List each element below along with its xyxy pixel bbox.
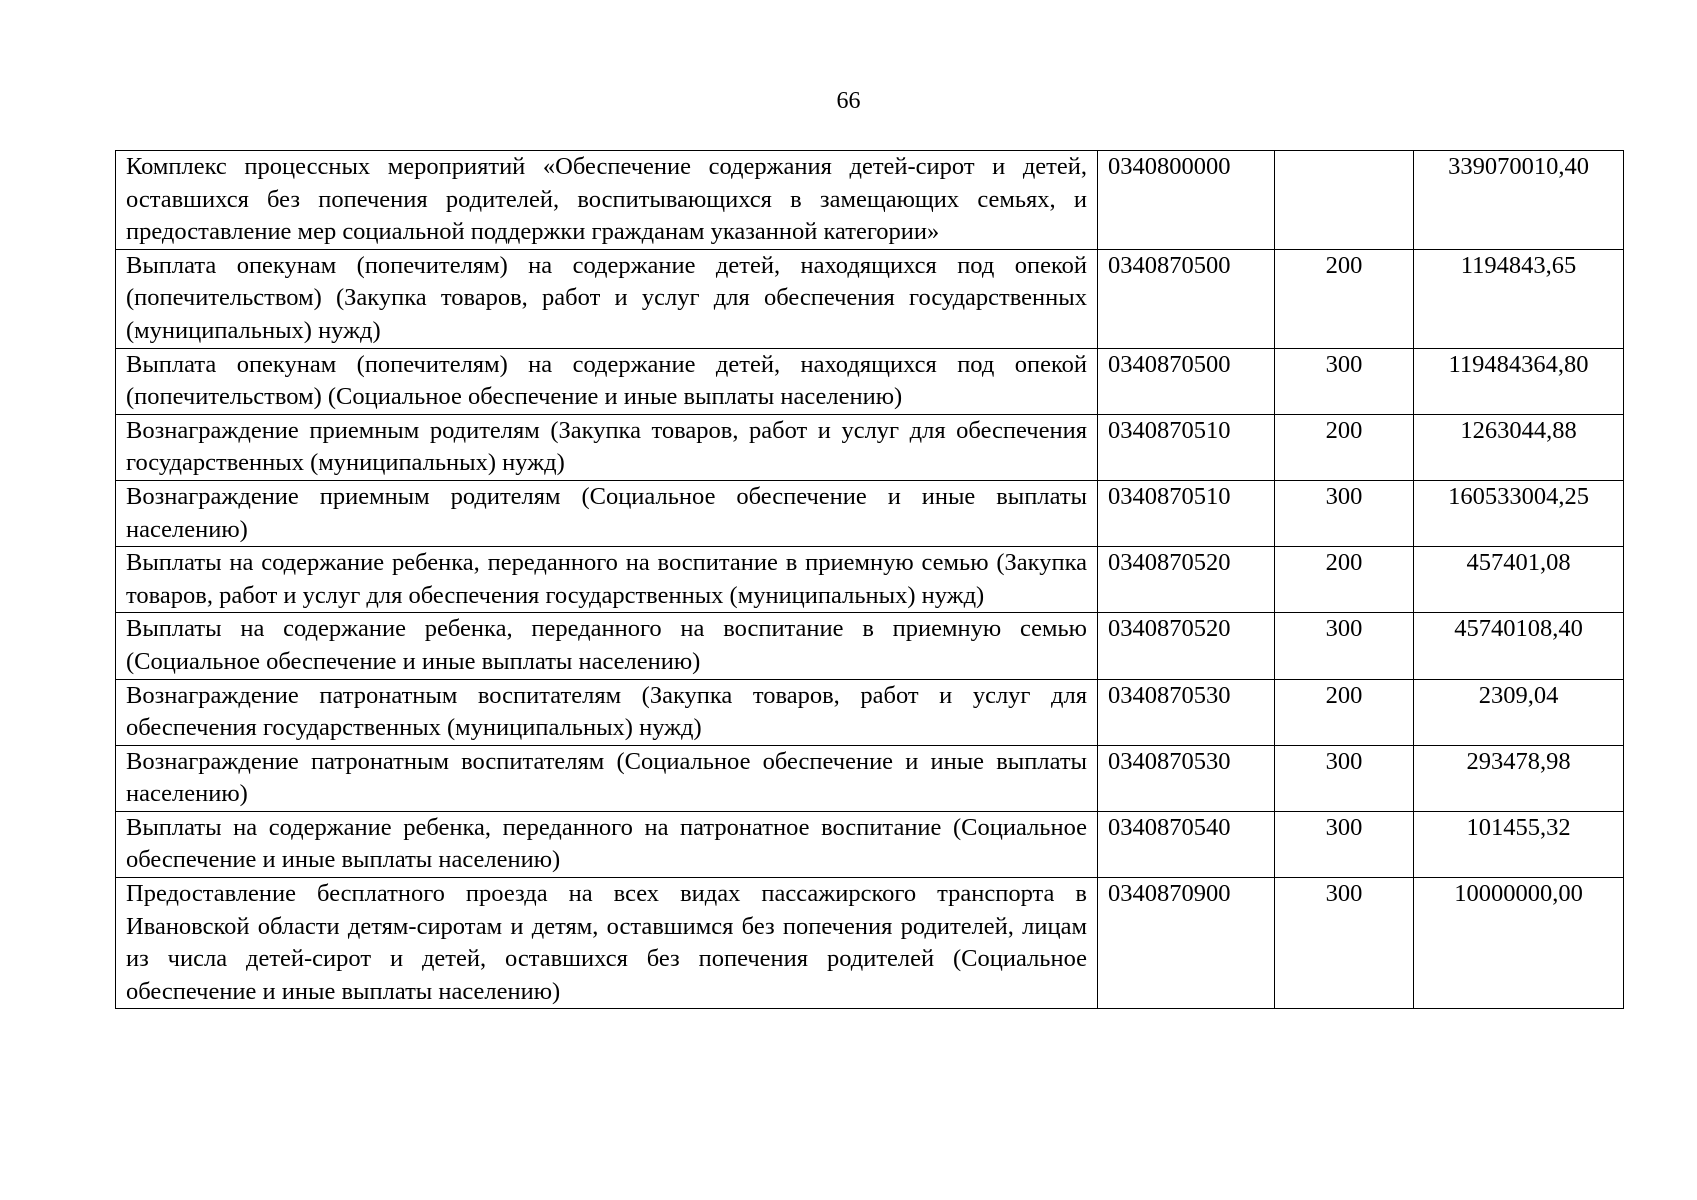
row-target-code: 0340870510 [1098,414,1275,480]
page-number: 66 [836,88,861,114]
row-amount: 160533004,25 [1414,480,1624,546]
row-description: Выплата опекунам (попечителям) на содержание детей, находящихся под опекой (попечительством) (Закупка товаров, работ и услуг для обеспечения государственных (муниципальных) нужд) [116,249,1098,348]
row-amount: 1194843,65 [1414,249,1624,348]
row-expense-type: 300 [1275,348,1414,414]
row-expense-type: 200 [1275,249,1414,348]
row-expense-type [1275,151,1414,250]
row-target-code: 0340870530 [1098,679,1275,745]
budget-table [115,150,1624,1009]
row-amount: 457401,08 [1414,547,1624,613]
row-amount: 119484364,80 [1414,348,1624,414]
row-description: Комплекс процессных мероприятий «Обеспечение содержания детей-сирот и детей, оставшихся без попечения родителей, воспитывающихся в замещающих семьях, и предоставление мер социальной поддержки гражданам указанной категории» [116,151,1098,250]
row-amount: 1263044,88 [1414,414,1624,480]
row-amount: 293478,98 [1414,745,1624,811]
row-description: Выплаты на содержание ребенка, переданного на воспитание в приемную семью (Закупка товаров, работ и услуг для обеспечения государственных (муниципальных) нужд) [116,547,1098,613]
budget-table-body [116,151,1624,1009]
row-target-code: 0340870510 [1098,480,1275,546]
row-expense-type: 200 [1275,679,1414,745]
row-expense-type: 300 [1275,878,1414,1009]
table-row [116,480,1624,546]
row-expense-type: 200 [1275,414,1414,480]
row-target-code: 0340870530 [1098,745,1275,811]
row-target-code: 0340870520 [1098,613,1275,679]
row-target-code: 0340870540 [1098,811,1275,877]
table-row [116,679,1624,745]
row-amount: 10000000,00 [1414,878,1624,1009]
table-row [116,878,1624,1009]
row-description: Выплата опекунам (попечителям) на содержание детей, находящихся под опекой (попечительством) (Социальное обеспечение и иные выплаты населению) [116,348,1098,414]
table-row [116,811,1624,877]
row-expense-type: 300 [1275,745,1414,811]
row-target-code: 0340870900 [1098,878,1275,1009]
row-description: Предоставление бесплатного проезда на всех видах пассажирского транспорта в Ивановской области детям-сиротам и детям, оставшимся без попечения родителей, лицам из числа детей-сирот и детей, оставшихся без попечения родителей (Социальное обеспечение и иные выплаты населению) [116,878,1098,1009]
row-amount: 2309,04 [1414,679,1624,745]
table-row [116,613,1624,679]
row-description: Выплаты на содержание ребенка, переданного на воспитание в приемную семью (Социальное обеспечение и иные выплаты населению) [116,613,1098,679]
row-target-code: 0340870500 [1098,348,1275,414]
row-target-code: 0340870520 [1098,547,1275,613]
row-amount: 339070010,40 [1414,151,1624,250]
table-row [116,745,1624,811]
row-description: Выплаты на содержание ребенка, переданного на патронатное воспитание (Социальное обеспечение и иные выплаты населению) [116,811,1098,877]
row-amount: 45740108,40 [1414,613,1624,679]
table-row [116,249,1624,348]
row-expense-type: 300 [1275,480,1414,546]
row-description: Вознаграждение приемным родителям (Социальное обеспечение и иные выплаты населению) [116,480,1098,546]
table-row [116,547,1624,613]
row-target-code: 0340870500 [1098,249,1275,348]
table-row [116,348,1624,414]
row-target-code: 0340800000 [1098,151,1275,250]
row-expense-type: 300 [1275,613,1414,679]
row-description: Вознаграждение приемным родителям (Закупка товаров, работ и услуг для обеспечения государственных (муниципальных) нужд) [116,414,1098,480]
row-description: Вознаграждение патронатным воспитателям (Закупка товаров, работ и услуг для обеспечения государственных (муниципальных) нужд) [116,679,1098,745]
table-row [116,414,1624,480]
row-expense-type: 200 [1275,547,1414,613]
row-expense-type: 300 [1275,811,1414,877]
row-amount: 101455,32 [1414,811,1624,877]
row-description: Вознаграждение патронатным воспитателям (Социальное обеспечение и иные выплаты населению) [116,745,1098,811]
table-row [116,151,1624,250]
